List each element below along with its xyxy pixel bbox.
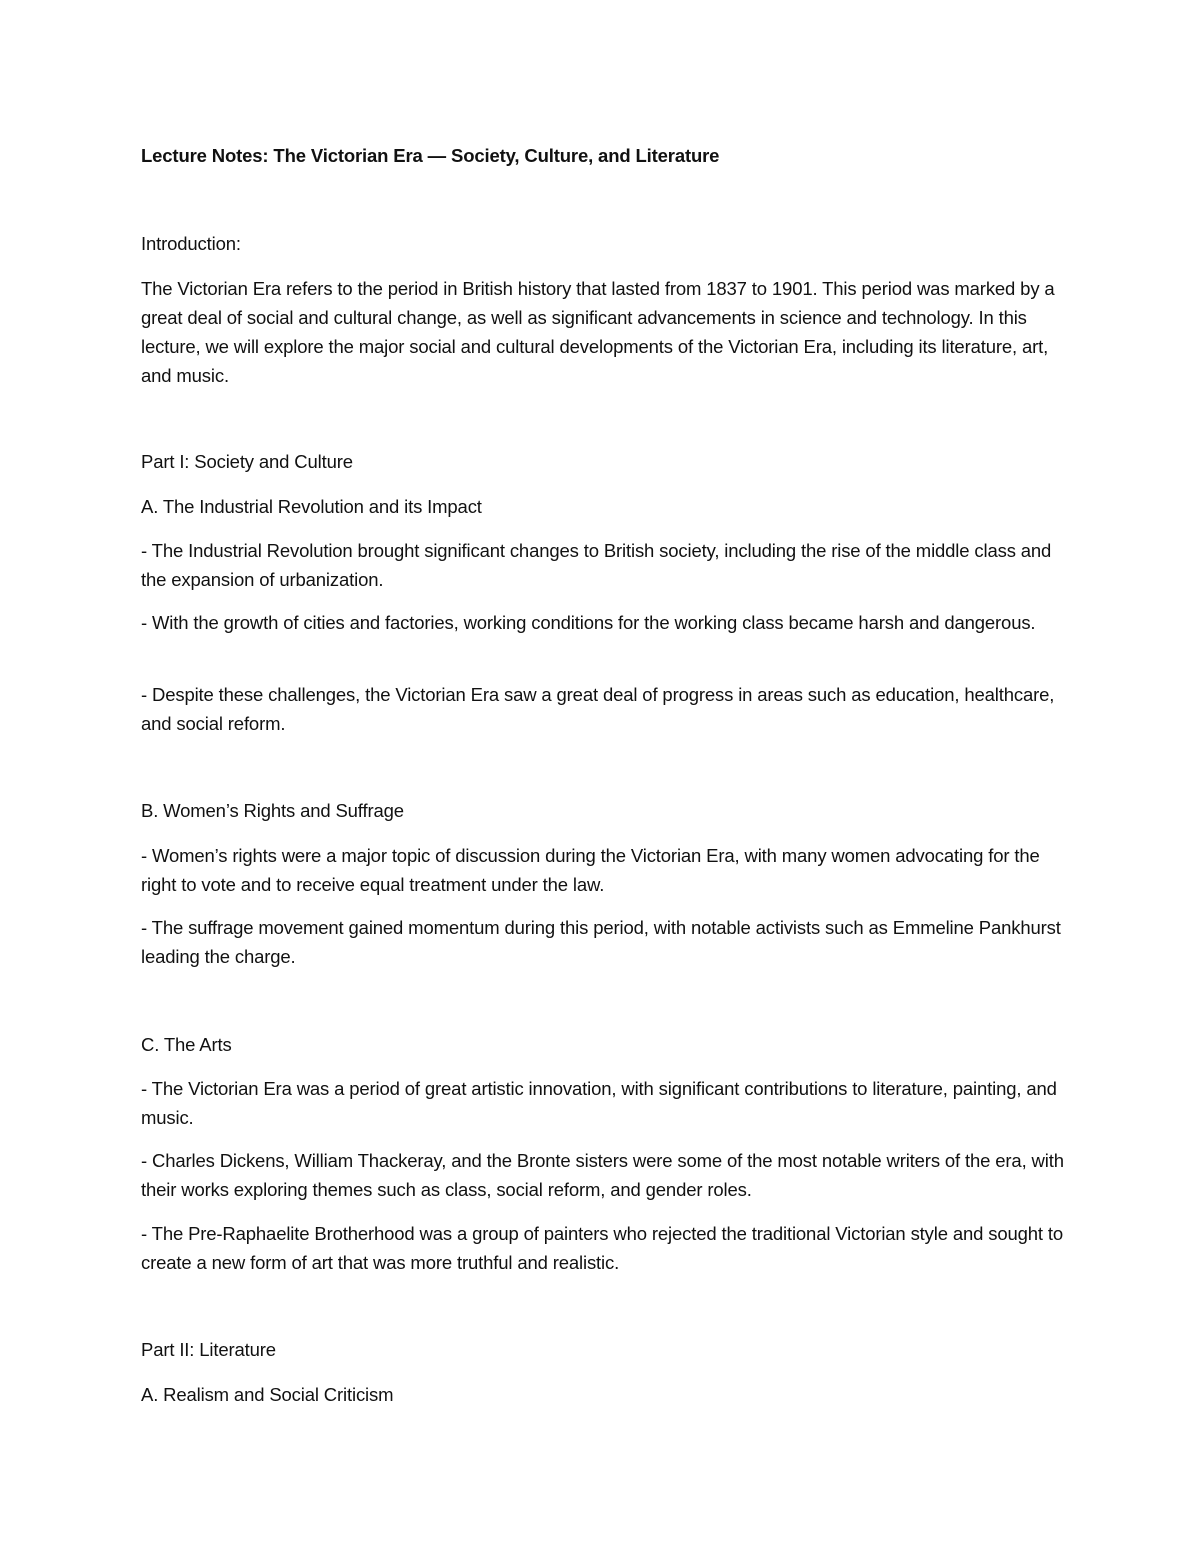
part1-section-c-bullet: - The Victorian Era was a period of great artistic innovation, with significant contributions to literature, painting, and music. [141,1078,1057,1128]
part1-section-a-bullet: - Despite these challenges, the Victorian Era saw a great deal of progress in areas such as education, healthcare, and social reform. [141,684,1055,734]
part1-section-a-bullet: - With the growth of cities and factories, working conditions for the working class became harsh and dangerous. [141,612,1036,633]
document-title: Lecture Notes: The Victorian Era — Society, Culture, and Literature [141,145,720,166]
part2-heading: Part II: Literature [141,1339,276,1360]
part1-section-c-heading: C. The Arts [141,1034,232,1055]
part1-section-a-heading: A. The Industrial Revolution and its Impact [141,496,482,517]
introduction-text: The Victorian Era refers to the period in British history that lasted from 1837 to 1901. This period was marked by a great deal of social and cultural change, as well as significant advancements in science and technology. In this lecture, we will explore the major social and cultural developments of the Victorian Era, including its literature, art, and music. [141,278,1055,386]
part1-section-b-heading: B. Women’s Rights and Suffrage [141,800,404,821]
part1-section-b-bullet: - The suffrage movement gained momentum during this period, with notable activists such as Emmeline Pankhurst leading the charge. [141,917,1061,967]
introduction-heading: Introduction: [141,233,241,254]
part1-section-c-bullet: - The Pre-Raphaelite Brotherhood was a group of painters who rejected the traditional Victorian style and sought to create a new form of art that was more truthful and realistic. [141,1223,1064,1273]
part1-section-c-bullet: - Charles Dickens, William Thackeray, and the Bronte sisters were some of the most notable writers of the era, with their works exploring themes such as class, social reform, and gender roles. [141,1150,1064,1200]
part1-section-a-bullet: - The Industrial Revolution brought significant changes to British society, including the rise of the middle class and the expansion of urbanization. [141,540,1052,590]
part1-section-b-bullet: - Women’s rights were a major topic of discussion during the Victorian Era, with many women advocating for the right to vote and to receive equal treatment under the law. [141,845,1040,895]
part1-heading: Part I: Society and Culture [141,451,353,472]
part2-section-a-heading: A. Realism and Social Criticism [141,1384,394,1405]
